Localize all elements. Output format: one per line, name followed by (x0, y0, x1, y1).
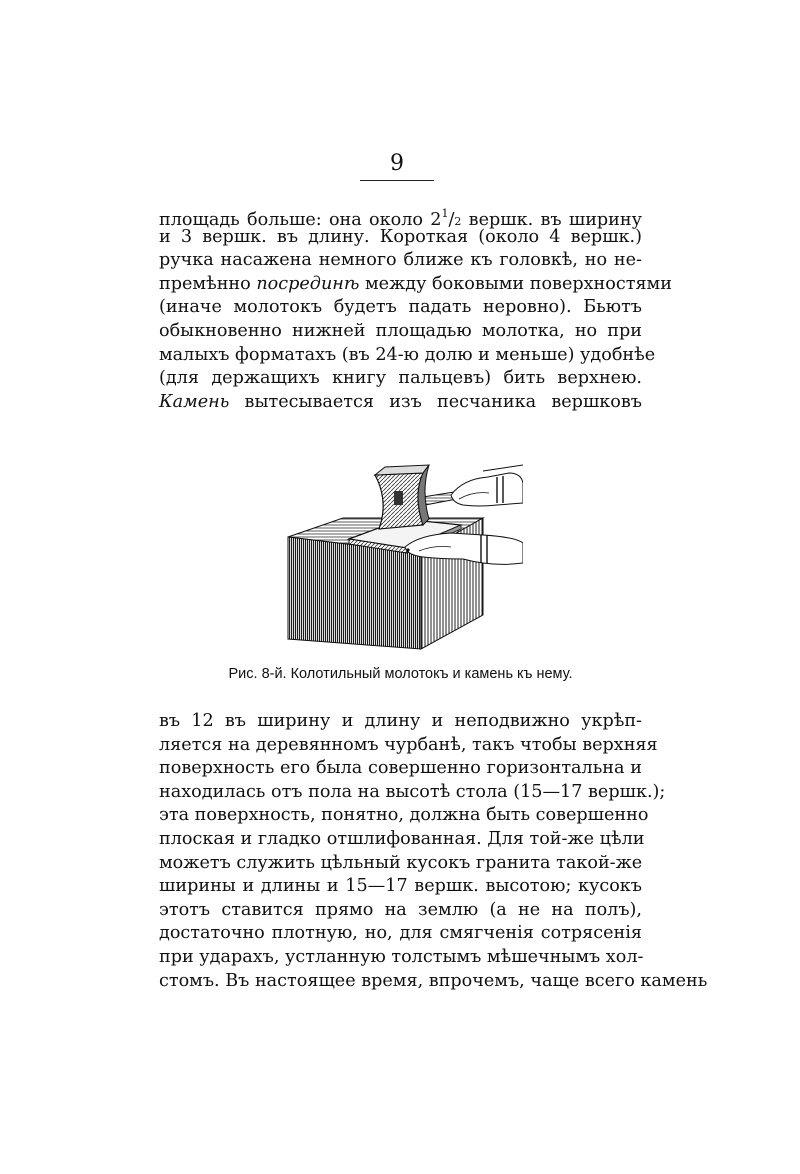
page-number-rule (360, 180, 434, 181)
italic-term: посрединѣ (256, 273, 360, 294)
text-line: ручка насажена немного ближе къ головкѣ, но не- (159, 250, 642, 271)
hammer-and-stone-engraving (283, 455, 523, 655)
text-span: вершк. въ ширину (461, 210, 642, 230)
text-line: этотъ ставится прямо на землю (а не на полъ), (159, 899, 642, 920)
text-line: можетъ служить цѣльный кусокъ гранита такой-же (159, 852, 643, 873)
text-line: находилась отъ пола на высотѣ стола (15—17 вершк.); (159, 781, 666, 802)
fraction-slash: / (448, 210, 455, 230)
figure-illustration (283, 455, 523, 655)
text-line: (иначе молотокъ будетъ падать неровно). Бьютъ (159, 297, 642, 318)
text-line: (для держащихъ книгу пальцевъ) бить верхнею. (159, 368, 642, 389)
text-line: поверхность его была совершенно горизонтальна и (159, 758, 642, 779)
text-span: площадь больше: она около 2 (159, 210, 442, 230)
page-number: 9 (390, 151, 404, 176)
text-line: достаточно плотную, но, для смягченія сотрясенія (159, 923, 642, 944)
text-line: обыкновенно нижней площадью молотка, но при (159, 320, 642, 341)
text-line: малыхъ форматахъ (въ 24-ю долю и меньше) удобнѣе (159, 344, 656, 365)
paragraph-top (159, 202, 672, 414)
text-line: эта поверхность, понятно, должна быть совершенно (159, 805, 649, 826)
text-line (159, 391, 642, 415)
paragraph-bottom (159, 710, 708, 993)
text-span: между боковыми поверхностями (359, 273, 672, 294)
text-line: плоская и гладко отшлифованная. Для той-же цѣли (159, 828, 645, 849)
fraction-denominator: 2 (454, 215, 462, 228)
fraction-numerator: 1 (441, 207, 449, 220)
text-line: ляется на деревянномъ чурбанѣ, такъ чтобы верхняя (159, 734, 658, 755)
text-span: вытесывается изъ песчаника вершковъ (229, 391, 642, 412)
text-line (159, 202, 642, 230)
text-line: въ 12 въ ширину и длину и неподвижно укрѣп- (159, 711, 642, 731)
figure-caption: Рис. 8-й. Колотильный молотокъ и камень къ нему. (228, 666, 573, 682)
text-line: при ударахъ, устланную толстымъ мѣшечнымъ хол- (159, 946, 644, 967)
text-span: премѣнно (159, 273, 257, 294)
text-line: стомъ. Въ настоящее время, впрочемъ, чаще всего камень (159, 970, 708, 991)
text-line: ширины и длины и 15—17 вершк. высотою; кусокъ (159, 876, 642, 897)
italic-term: Камень (159, 391, 230, 412)
text-line (159, 273, 672, 297)
text-line: и 3 вершк. въ длину. Короткая (около 4 вершк.) (159, 226, 642, 247)
